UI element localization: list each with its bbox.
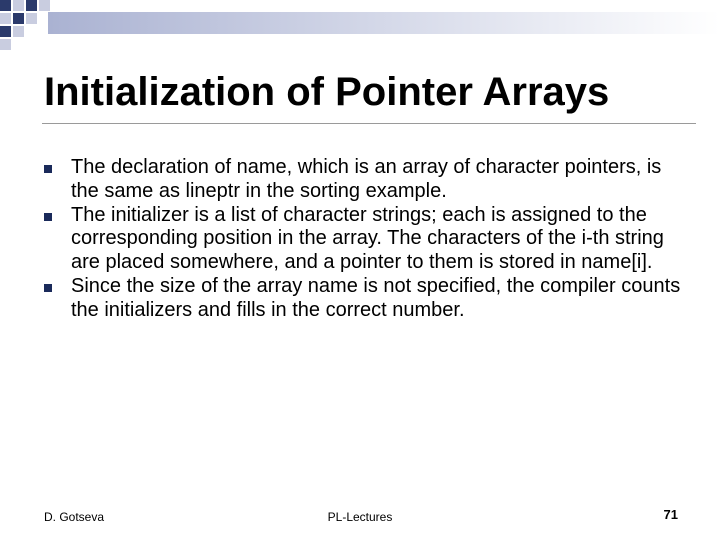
square-bullet-icon [44, 284, 52, 292]
bullet-item [44, 156, 694, 204]
bullet-text: Since the size of the array name is not specified, the compiler counts the initializers and fills in the correct number. [71, 274, 681, 321]
footer-course: PL-Lectures [327, 510, 393, 524]
page-number: 71 [663, 507, 678, 522]
bullet-text: The initializer is a list of character strings; each is assigned to the corresponding position in the array. The characters of the i-th string are placed somewhere, and a pointer to them is stored in name[i]. [71, 203, 664, 274]
square-bullet-icon [44, 165, 52, 173]
bullet-item [44, 204, 694, 275]
title-divider [42, 123, 696, 124]
bullet-text: The declaration of name, which is an array of character pointers, is the same as lineptr in the sorting example. [71, 156, 662, 202]
bullet-list [44, 156, 694, 323]
square-bullet-icon [44, 213, 52, 221]
footer-author: D. Gotseva [44, 510, 105, 524]
corner-decoration [0, 0, 720, 50]
bullet-item [44, 275, 694, 323]
slide-title: Initialization of Pointer Arrays [44, 70, 610, 114]
